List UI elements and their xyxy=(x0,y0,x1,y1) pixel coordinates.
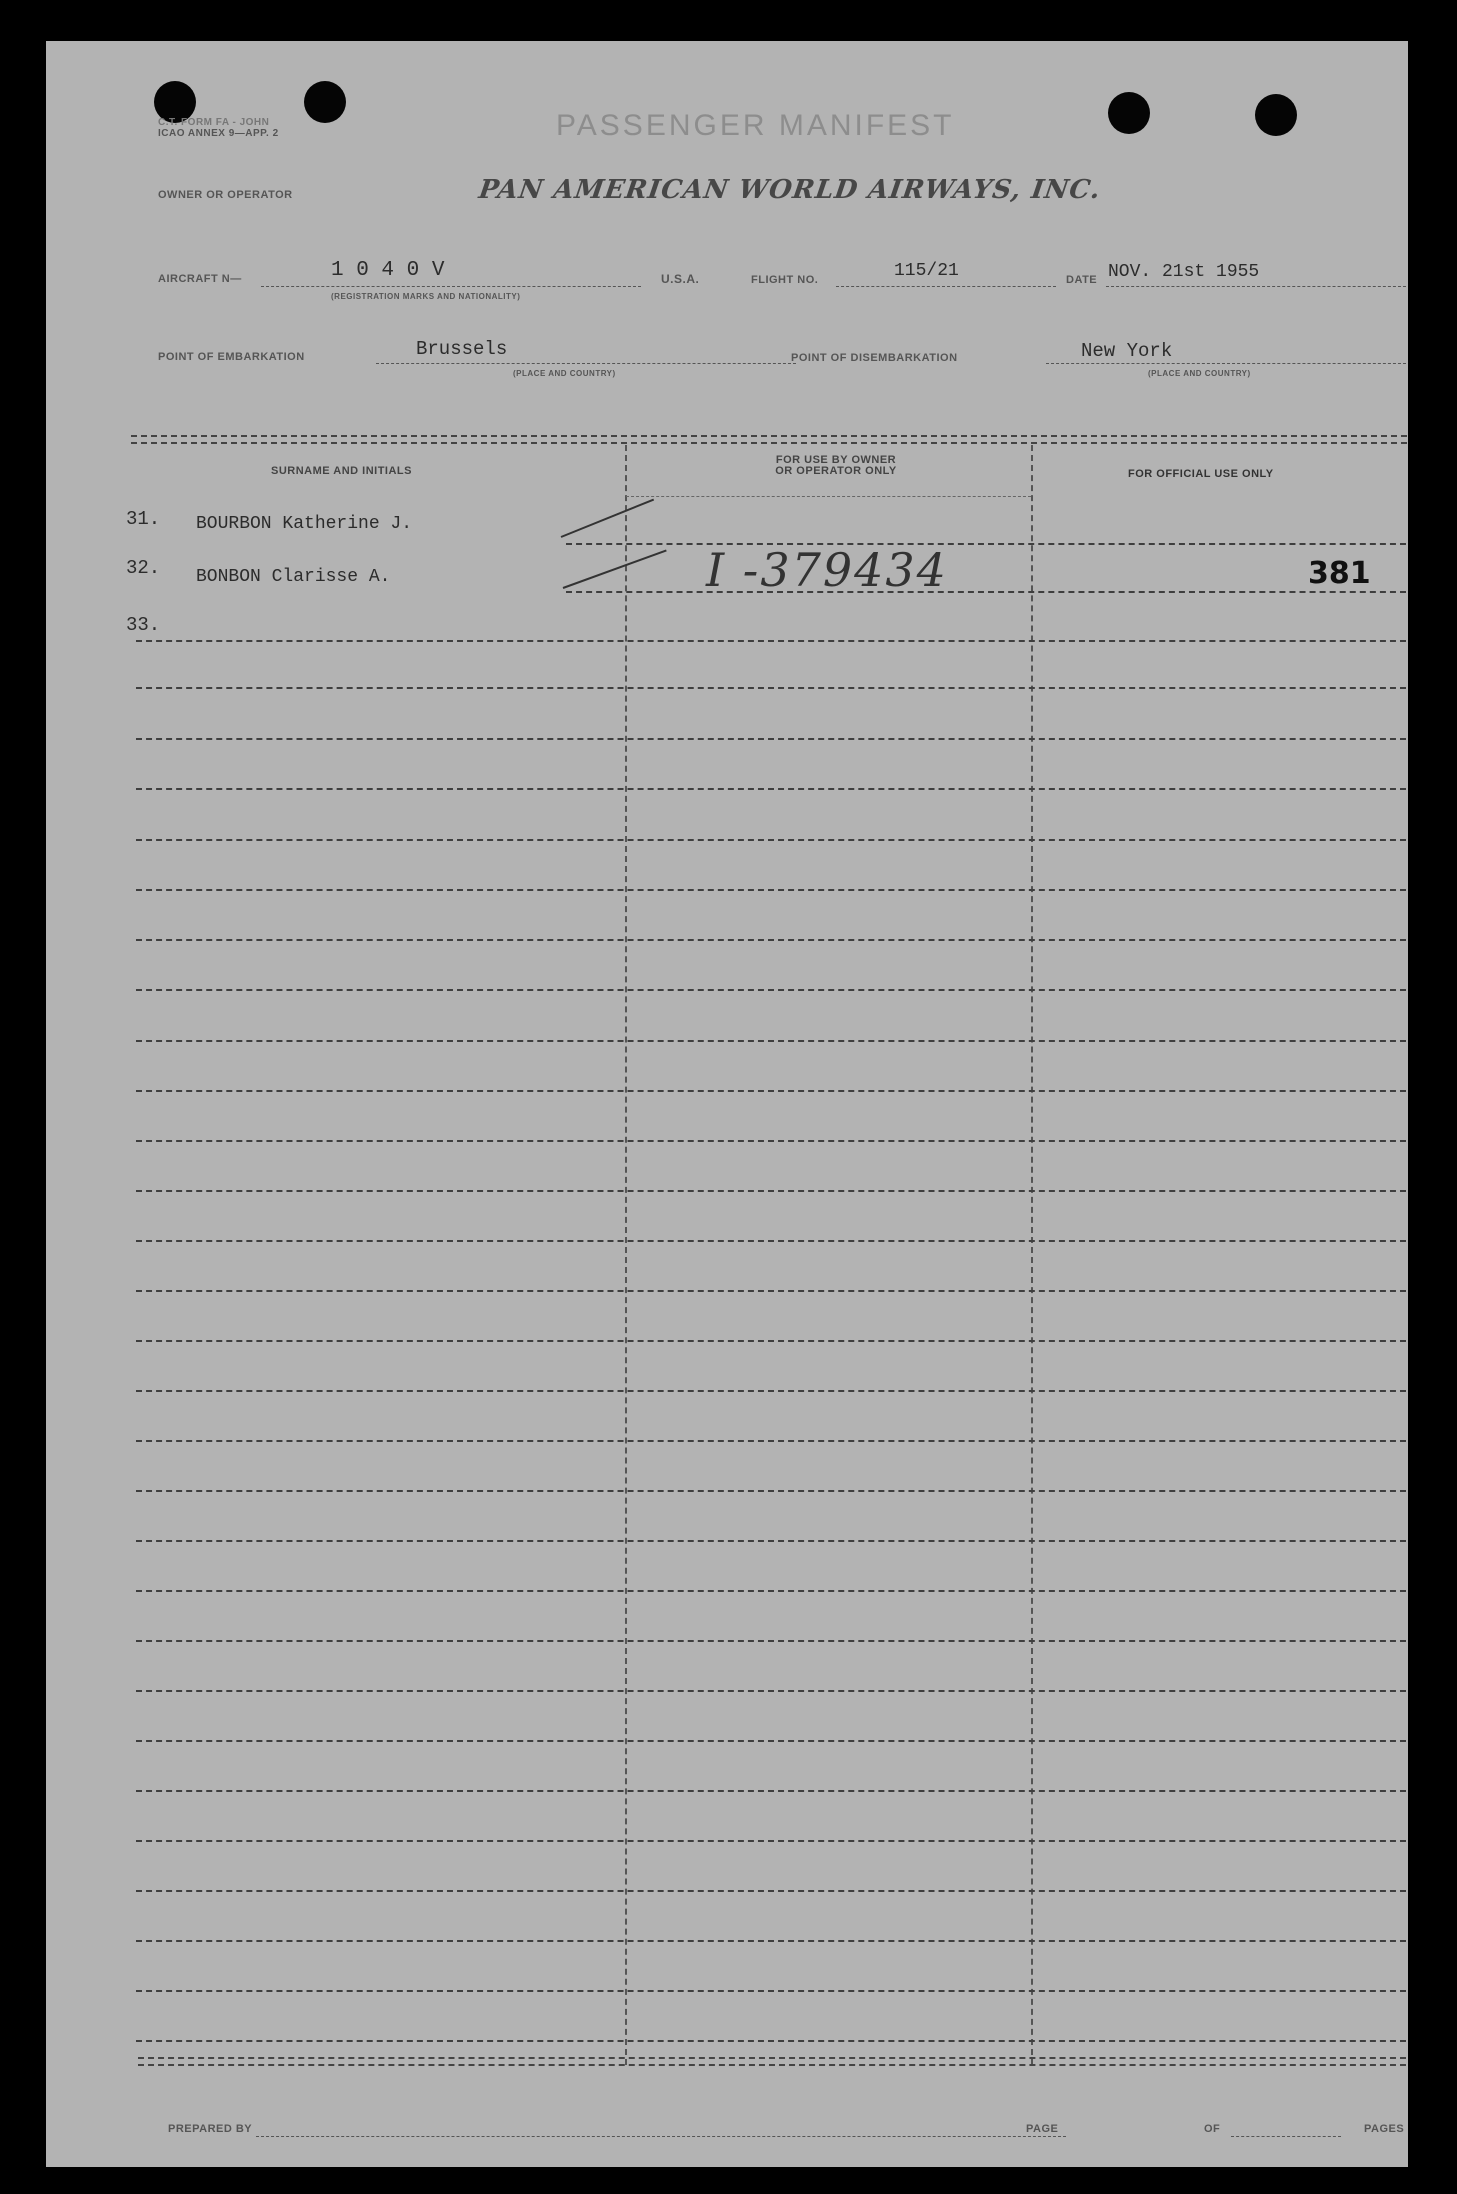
aircraft-underline xyxy=(261,286,641,287)
row-rule xyxy=(136,839,1406,841)
row-rule xyxy=(136,788,1406,790)
row-rule xyxy=(566,543,1406,545)
row-rule xyxy=(136,1190,1406,1192)
row-rule xyxy=(136,1290,1406,1292)
aircraft-value: 1 0 4 0 V xyxy=(331,259,445,282)
disembarkation-label: POINT OF DISEMBARKATION xyxy=(791,352,958,364)
row-rule xyxy=(136,1790,1406,1792)
prepared-by-underline xyxy=(256,2136,1066,2137)
pages-label: PAGES xyxy=(1364,2123,1405,2135)
col-header-operator-line1: FOR USE BY OWNER xyxy=(775,454,897,466)
flight-value: 115/21 xyxy=(894,261,959,281)
embarkation-value: Brussels xyxy=(416,338,508,360)
row-rule xyxy=(136,687,1406,689)
row-rule xyxy=(136,1040,1406,1042)
flight-label: FLIGHT NO. xyxy=(751,274,819,286)
row-rule xyxy=(136,889,1406,891)
embarkation-sublabel: (PLACE AND COUNTRY) xyxy=(513,369,616,378)
official-entry: 381 xyxy=(1308,556,1371,591)
passenger-name: BONBON Clarisse A. xyxy=(196,567,391,587)
aircraft-label: AIRCRAFT N— xyxy=(158,273,242,285)
row-rule xyxy=(136,1090,1406,1092)
check-mark xyxy=(563,549,667,589)
owner-label: OWNER OR OPERATOR xyxy=(158,189,293,201)
row-rule xyxy=(136,1840,1406,1842)
header-bottom-rule xyxy=(626,496,1031,497)
col-header-surname: SURNAME AND INITIALS xyxy=(271,465,412,477)
row-rule xyxy=(136,939,1406,941)
row-rule xyxy=(136,1940,1406,1942)
prepared-by-label: PREPARED BY xyxy=(168,2123,253,2135)
row-rule xyxy=(136,1590,1406,1592)
row-rule xyxy=(136,1390,1406,1392)
row-rule xyxy=(566,591,1406,593)
punch-hole xyxy=(1108,92,1150,134)
row-number: 32. xyxy=(126,557,161,579)
page-label: PAGE xyxy=(1026,2123,1059,2135)
table-top-rule xyxy=(131,442,1407,444)
row-rule xyxy=(136,1490,1406,1492)
of-underline xyxy=(1231,2136,1341,2137)
punch-hole xyxy=(1255,94,1297,136)
row-number: 33. xyxy=(126,614,161,636)
table-bottom-rule xyxy=(138,2057,1406,2059)
form-reference-line1: C.T. FORM FA - JOHN xyxy=(158,117,270,128)
page-title: PASSENGER MANIFEST xyxy=(556,109,955,142)
check-mark xyxy=(561,499,654,538)
disembarkation-underline xyxy=(1046,363,1406,364)
form-reference xyxy=(158,117,279,139)
col-header-operator-line2: OR OPERATOR ONLY xyxy=(775,465,897,477)
of-label: OF xyxy=(1204,2123,1221,2135)
usa-label: U.S.A. xyxy=(661,272,700,286)
date-label: DATE xyxy=(1066,274,1098,286)
row-rule xyxy=(136,1340,1406,1342)
row-rule xyxy=(136,1440,1406,1442)
row-rule xyxy=(136,989,1406,991)
form-reference-line2: ICAO ANNEX 9—APP. 2 xyxy=(158,128,279,139)
punch-hole xyxy=(304,81,346,123)
embarkation-label: POINT OF EMBARKATION xyxy=(158,351,305,363)
row-rule xyxy=(136,1990,1406,1992)
table-bottom-rule xyxy=(138,2064,1406,2066)
row-rule xyxy=(136,738,1406,740)
disembarkation-sublabel: (PLACE AND COUNTRY) xyxy=(1148,369,1251,378)
owner-value: PAN AMERICAN WORLD AIRWAYS, INC. xyxy=(476,175,1103,205)
row-rule xyxy=(136,2040,1406,2042)
operator-entry: I -379434 xyxy=(706,543,948,597)
row-rule xyxy=(136,1640,1406,1642)
col-header-official: FOR OFFICIAL USE ONLY xyxy=(1128,468,1274,480)
table-top-rule xyxy=(131,435,1407,437)
date-value: NOV. 21st 1955 xyxy=(1108,262,1260,282)
embarkation-underline xyxy=(376,363,796,364)
manifest-sheet xyxy=(46,41,1408,2167)
passenger-name: BOURBON Katherine J. xyxy=(196,514,413,534)
disembarkation-value: New York xyxy=(1081,340,1173,362)
flight-underline xyxy=(836,286,1056,287)
row-rule xyxy=(136,640,1406,642)
row-number: 31. xyxy=(126,508,161,530)
row-rule xyxy=(136,1690,1406,1692)
row-rule xyxy=(136,1540,1406,1542)
row-rule xyxy=(136,1140,1406,1142)
row-rule xyxy=(136,1740,1406,1742)
col-header-operator xyxy=(736,455,936,477)
aircraft-sublabel: (REGISTRATION MARKS AND NATIONALITY) xyxy=(331,292,521,301)
row-rule xyxy=(136,1890,1406,1892)
row-rule xyxy=(136,1240,1406,1242)
date-underline xyxy=(1106,286,1406,287)
